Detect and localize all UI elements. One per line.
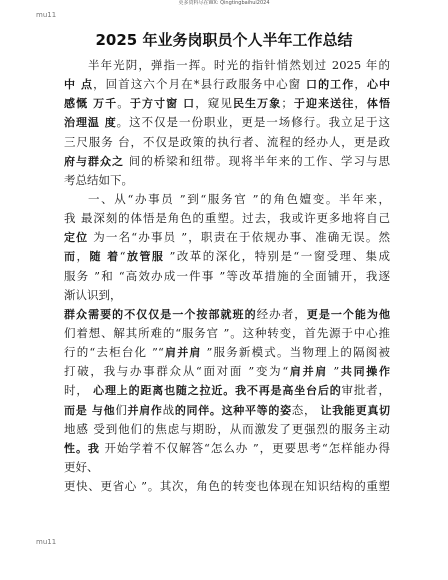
text-line	[64, 420, 390, 439]
document-title: 2025 年业务岗职员个人半年工作总结	[95, 31, 353, 49]
text-segment: ”服务新模式。当物理上的隔阂被	[201, 345, 390, 360]
text-segment: 经办者，	[256, 306, 307, 321]
bold-text-segment: 肩并肩	[288, 365, 328, 379]
text-line	[64, 477, 390, 496]
bold-text-segment: 共同操作	[339, 365, 390, 379]
text-line	[64, 56, 390, 75]
text-segment: 行的“去柜台化 ”“	[64, 345, 164, 360]
bold-text-segment: 让我能更真切	[320, 403, 390, 417]
bold-text-segment: 放管服	[125, 250, 165, 264]
text-line	[64, 439, 390, 458]
bold-text-segment: 治理温 度	[64, 116, 117, 130]
bold-text-segment: 并肩作	[127, 403, 163, 417]
text-line	[64, 171, 390, 190]
bold-text-segment: 群众需要的不仅仅是一个按部就班的	[64, 307, 257, 321]
bold-text-segment: 定位	[64, 231, 89, 245]
text-segment: 考总结如下。	[64, 172, 133, 187]
bold-text-segment: 心理上的距离也随之拉近。我不再是高坐台后的	[93, 384, 342, 398]
text-segment: 三尺服务 台，不仅是政策的执行者、流程的经办人，更是政	[64, 134, 390, 149]
text-line	[64, 94, 390, 113]
text-segment: 为一名“办事员 ”，职责在于依规办事、准确无误。然	[88, 230, 390, 245]
text-line	[64, 381, 390, 400]
text-segment: 更好、	[64, 459, 99, 474]
text-segment: 开始学着不仅解答“怎么办 ”，更要思考“怎样能办得	[99, 440, 390, 455]
text-segment: 。这不仅是一份职业，更是一场修行。我立足于这	[116, 115, 390, 130]
text-segment: 我 最深刻的体悟是角色的重塑。过去，我或许更多地将自己	[64, 211, 390, 226]
text-segment: ，回首这六个月在*县行政服务中心窗	[93, 77, 306, 92]
bold-text-segment: 而是 与他	[64, 403, 116, 417]
text-line	[64, 133, 390, 152]
text-segment: 更快、更省心 ”。其次，角色的转变也体现在知识结构的重塑	[64, 479, 390, 494]
text-segment: 时，	[64, 383, 94, 398]
document-body	[64, 56, 390, 496]
bold-text-segment: 更是一个能为他	[306, 307, 390, 321]
bold-text-segment: 心中	[366, 78, 390, 92]
text-segment: “	[119, 249, 126, 264]
bold-text-segment: 口的工作	[306, 78, 355, 92]
text-segment: ”	[328, 364, 340, 379]
bold-text-segment: 的同伴。这种平等的姿	[174, 403, 292, 417]
text-segment: 态，	[291, 402, 321, 417]
text-segment: 打破，我与办事群众从“面对面 ”变为“	[64, 364, 289, 379]
text-segment: 间的桥梁和纽带。现将半年来的工作、学习与思	[128, 153, 390, 168]
text-segment: 审批者，	[341, 383, 390, 398]
text-segment: 们着想、解其所难的“服务官 ”。这种转变，首先源于中心推	[64, 325, 390, 340]
text-segment: 渐认识到，	[64, 287, 122, 302]
text-segment: 服务 ”和 “高效办成一件事 ”等改革措施的全面铺开，我逐	[64, 268, 390, 283]
header-marker: mu11	[36, 11, 57, 19]
text-line	[64, 362, 390, 381]
bold-text-segment: 随 着	[89, 250, 120, 264]
text-line	[64, 152, 390, 171]
bold-text-segment: 体悟	[366, 97, 390, 111]
top-note: 更多资料尽在WX: Qingtingbaihui2024	[178, 0, 270, 6]
bold-text-segment: 于迎来送往	[292, 97, 355, 111]
bold-text-segment: 肩并肩	[163, 346, 202, 360]
text-segment: ，窥见	[195, 96, 233, 111]
text-segment: 们	[115, 402, 128, 417]
bold-text-segment: 而	[64, 250, 77, 264]
bold-text-segment: 于方寸窗 口	[129, 97, 196, 111]
text-line	[64, 228, 390, 247]
text-segment: ，	[76, 249, 90, 264]
text-line	[64, 458, 390, 477]
text-segment: 。	[117, 96, 130, 111]
text-line	[64, 113, 390, 132]
text-segment: ，	[354, 96, 367, 111]
text-segment: ，	[354, 77, 367, 92]
text-line	[64, 343, 390, 362]
text-segment: ”改革的深化，特别是“一窗受理、集成	[164, 249, 390, 264]
text-segment: 半年光阴，弹指一挥。时光的指针悄然划过 2025 年的	[88, 58, 390, 72]
text-line	[64, 267, 390, 286]
text-segment: ；	[281, 96, 293, 111]
text-segment: 一、从“办事员 ”到“服务官 ”的角色嬗变。半年来，	[88, 191, 390, 206]
bold-text-segment: 感慨 万千	[64, 97, 118, 111]
text-line	[64, 190, 390, 209]
footer-marker: mu11	[36, 538, 57, 546]
bold-text-segment: 府与群众之	[64, 154, 129, 168]
text-line	[64, 75, 390, 94]
text-segment: 战	[162, 402, 175, 417]
bold-text-segment: 性。我	[64, 441, 100, 455]
bold-text-segment: 中 点	[64, 78, 94, 92]
text-line	[64, 286, 390, 305]
text-line	[64, 305, 390, 324]
text-line	[64, 401, 390, 420]
text-line	[64, 324, 390, 343]
text-segment: 地感 受到他们的焦虑与期盼，从而激发了更强烈的服务主动	[64, 421, 390, 436]
text-line	[64, 209, 390, 228]
bold-text-segment: 民生万象	[232, 97, 282, 111]
text-line	[64, 247, 390, 266]
